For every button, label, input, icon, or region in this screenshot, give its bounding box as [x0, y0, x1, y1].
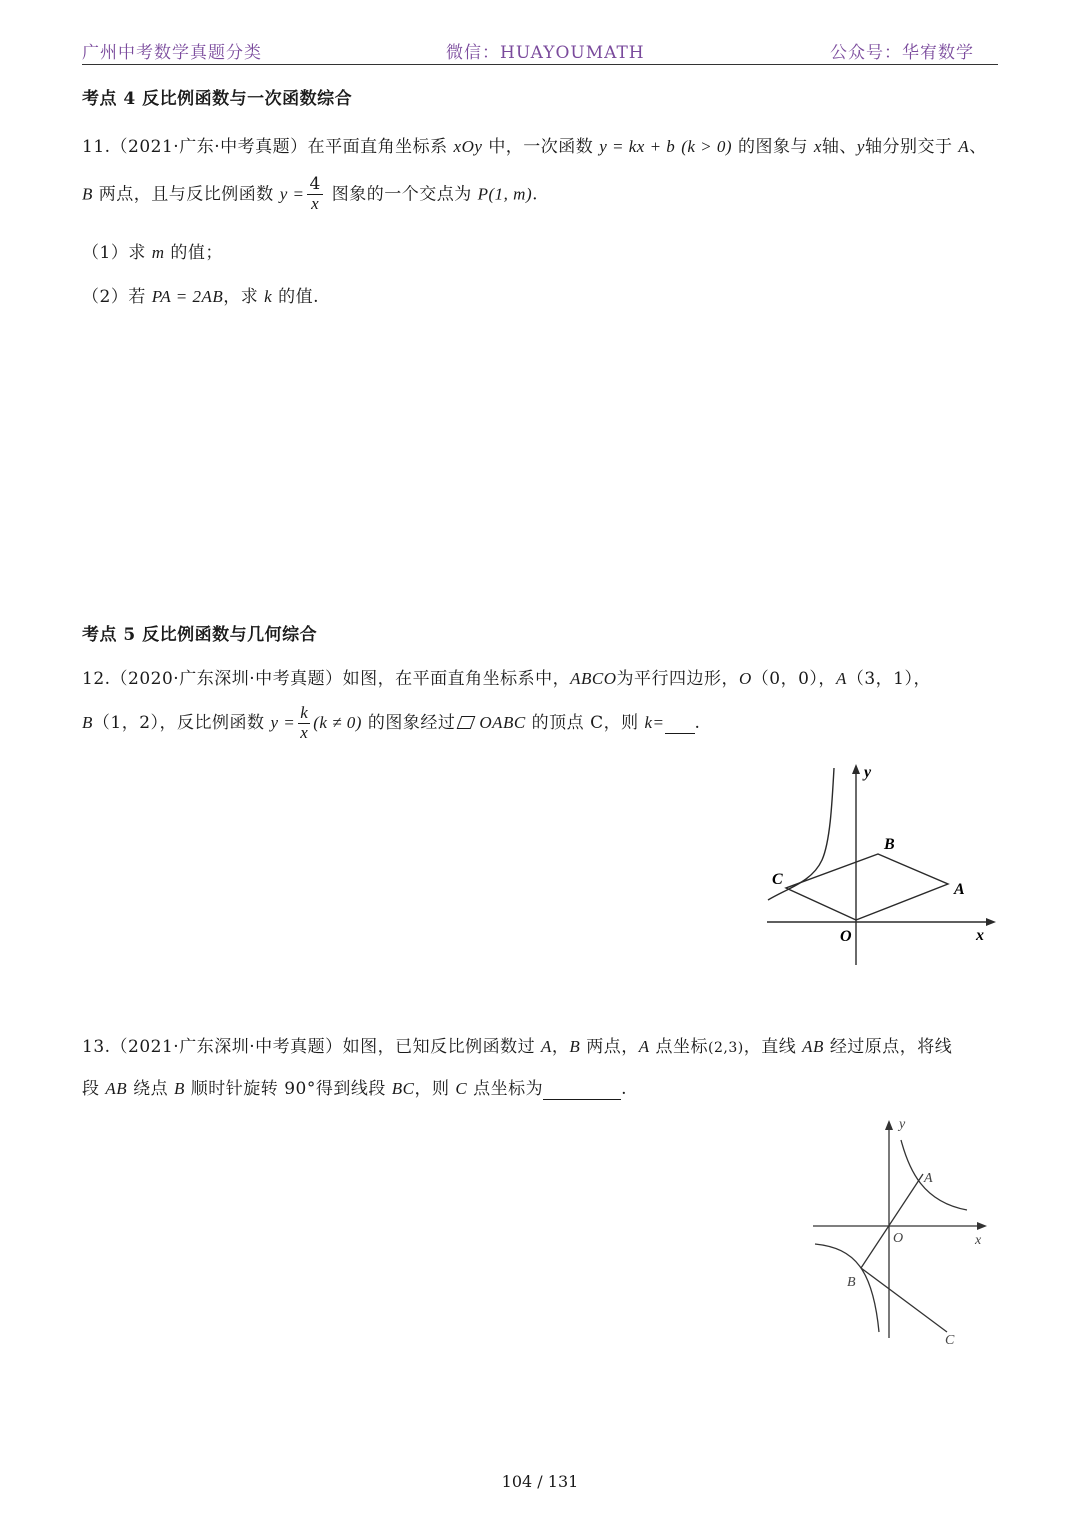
q11-text: 的图象与	[737, 137, 808, 157]
q13-line2	[82, 1074, 627, 1100]
q13-text: 如图，已知反比例函数过	[342, 1037, 536, 1057]
q12-text: 的顶点 C，则	[531, 712, 639, 733]
q11-var-k: k	[264, 287, 273, 306]
q13-source: （2021·广东深圳·中考真题）	[110, 1037, 343, 1057]
q12-text: （1，2），反比例函数	[92, 712, 265, 733]
q13-text: 点坐标为	[473, 1079, 544, 1099]
q13-text: 段	[82, 1079, 100, 1099]
q12-label-a: A	[954, 881, 965, 898]
q12-frac-den: x	[300, 722, 309, 742]
q13-point-a: A	[638, 1037, 650, 1056]
q13-y-arrow-icon	[885, 1120, 893, 1130]
q13-label-a: A	[924, 1171, 933, 1186]
q12-y-arrow-icon	[852, 764, 860, 774]
q12-label-b: B	[884, 836, 895, 853]
q12-text: （3，1），	[846, 669, 931, 689]
q11-part1	[82, 238, 223, 263]
q11-point-p: P(1, m)	[477, 184, 533, 204]
q12-text: 的图象经过	[367, 712, 456, 733]
q13-label-x: x	[975, 1233, 982, 1248]
header-wechat: 微信：HUAYOUMATH	[446, 43, 645, 63]
q11-text: 两点，且与反比例函数	[98, 184, 274, 205]
q11-var-y: y	[856, 137, 865, 156]
q11-point-b: B	[82, 184, 93, 204]
q13-point-a: A	[541, 1037, 552, 1056]
q13-x-arrow-icon	[977, 1222, 987, 1230]
q13-figure	[805, 1110, 995, 1360]
q13-text: 经过原点，将线	[829, 1037, 953, 1057]
q11-text: （1）求	[82, 243, 146, 263]
section4-title: 考点 4 反比例函数与一次函数综合	[82, 89, 353, 109]
q13-answer-blank	[543, 1079, 621, 1100]
q12-text: .	[694, 712, 701, 733]
q13-label-o: O	[893, 1231, 904, 1246]
q13-segment-ab	[861, 1174, 923, 1268]
q12-condition: (k ≠ 0)	[313, 712, 362, 732]
section5-title: 考点 5 反比例函数与几何综合	[82, 625, 318, 645]
q11-text: 中，一次函数	[488, 137, 594, 157]
q12-abco: ABCO	[570, 669, 617, 688]
q11-text: （2）若	[82, 287, 146, 307]
q11-condition: (k > 0)	[681, 137, 733, 156]
q11-text: 轴分别交于	[864, 137, 953, 157]
q11-source: （2021·广东·中考真题）	[110, 137, 308, 157]
q12-figure	[760, 760, 1000, 970]
q13-text: 点坐标	[655, 1037, 709, 1057]
page-number: 104 / 131	[501, 1472, 579, 1491]
q12-line2	[82, 704, 700, 743]
q12-frac-num: k	[300, 703, 309, 722]
q11-text: ，求	[223, 287, 259, 307]
q13-coord: (2,3)	[708, 1040, 744, 1056]
q13-text: ，	[551, 1037, 570, 1057]
q12-label-y: y	[864, 764, 872, 781]
q11-part2	[82, 282, 319, 307]
q11-frac-num: 4	[309, 174, 321, 194]
q12-label-o: O	[840, 928, 852, 945]
q11-number: 11.	[82, 137, 111, 157]
q12-fraction	[298, 704, 310, 743]
q11-text: 的值；	[170, 243, 223, 263]
q12-point-a: A	[835, 669, 847, 688]
q13-text: 两点，	[586, 1037, 639, 1057]
q12-label-x: x	[976, 927, 984, 944]
q11-text: 的值.	[278, 287, 320, 307]
q11-linear-function: y = kx + b	[599, 137, 676, 156]
q11-frac-den: x	[311, 193, 320, 213]
q12-parallelogram	[786, 854, 948, 920]
q13-line-ab: AB	[802, 1037, 824, 1056]
header-left-title: 广州中考数学真题分类	[82, 43, 262, 63]
q13-hyperbola-q1	[901, 1140, 967, 1210]
q13-label-c: C	[945, 1333, 955, 1348]
q12-point-b: B	[82, 712, 93, 732]
q12-answer-blank	[665, 713, 695, 734]
q12-y-eq: y =	[270, 712, 296, 732]
q11-var-m: m	[151, 243, 165, 262]
q12-source: （2020·广东深圳·中考真题）	[110, 669, 343, 689]
q11-y-eq: y =	[279, 184, 305, 204]
q13-line1	[82, 1032, 952, 1057]
header-public-account: 公众号：华宥数学	[830, 43, 974, 63]
q13-line-ab: AB	[105, 1079, 128, 1098]
q11-text: 在平面直角坐标系	[307, 137, 448, 157]
q12-number: 12.	[82, 669, 111, 689]
q12-k-eq: k=	[644, 712, 665, 732]
q12-text: （0，0），	[751, 669, 836, 689]
q11-text: .	[532, 184, 539, 205]
q12-text: 为平行四边形，	[616, 669, 740, 689]
q11-text: 、	[969, 137, 987, 157]
q13-label-y: y	[899, 1117, 906, 1132]
q13-text: ，则	[414, 1079, 450, 1099]
q11-text: 图象的一个交点为	[331, 184, 472, 205]
q11-point-a: A	[958, 137, 970, 156]
q13-point-b: B	[569, 1037, 581, 1056]
q13-point-c: C	[455, 1079, 468, 1098]
q11-text: 轴、	[821, 137, 857, 157]
q13-number: 13.	[82, 1037, 111, 1057]
q13-text: .	[621, 1079, 628, 1099]
q13-text: 顺时针旋转 90°得到线段	[190, 1079, 386, 1099]
q13-label-b: B	[847, 1275, 856, 1290]
q13-point-b: B	[174, 1079, 185, 1098]
q12-label-c: C	[772, 871, 783, 888]
parallelogram-symbol-icon	[457, 716, 476, 729]
q13-text: ，直线	[743, 1037, 797, 1057]
q11-var-x: x	[813, 137, 822, 156]
q11-line2	[82, 176, 538, 214]
q12-point-o: O	[739, 669, 752, 688]
q11-line1	[82, 132, 987, 157]
q12-x-arrow-icon	[986, 918, 996, 926]
q13-text: 绕点	[133, 1079, 169, 1099]
q11-condition2: PA = 2AB	[151, 287, 224, 306]
q13-line-bc: BC	[391, 1079, 415, 1098]
q11-xoy: xOy	[453, 137, 483, 156]
q11-fraction	[307, 176, 322, 214]
q12-text: 如图，在平面直角坐标系中，	[342, 669, 571, 689]
q12-line1	[82, 664, 931, 689]
header-divider	[82, 64, 998, 65]
q12-oabc: OABC	[479, 712, 526, 732]
